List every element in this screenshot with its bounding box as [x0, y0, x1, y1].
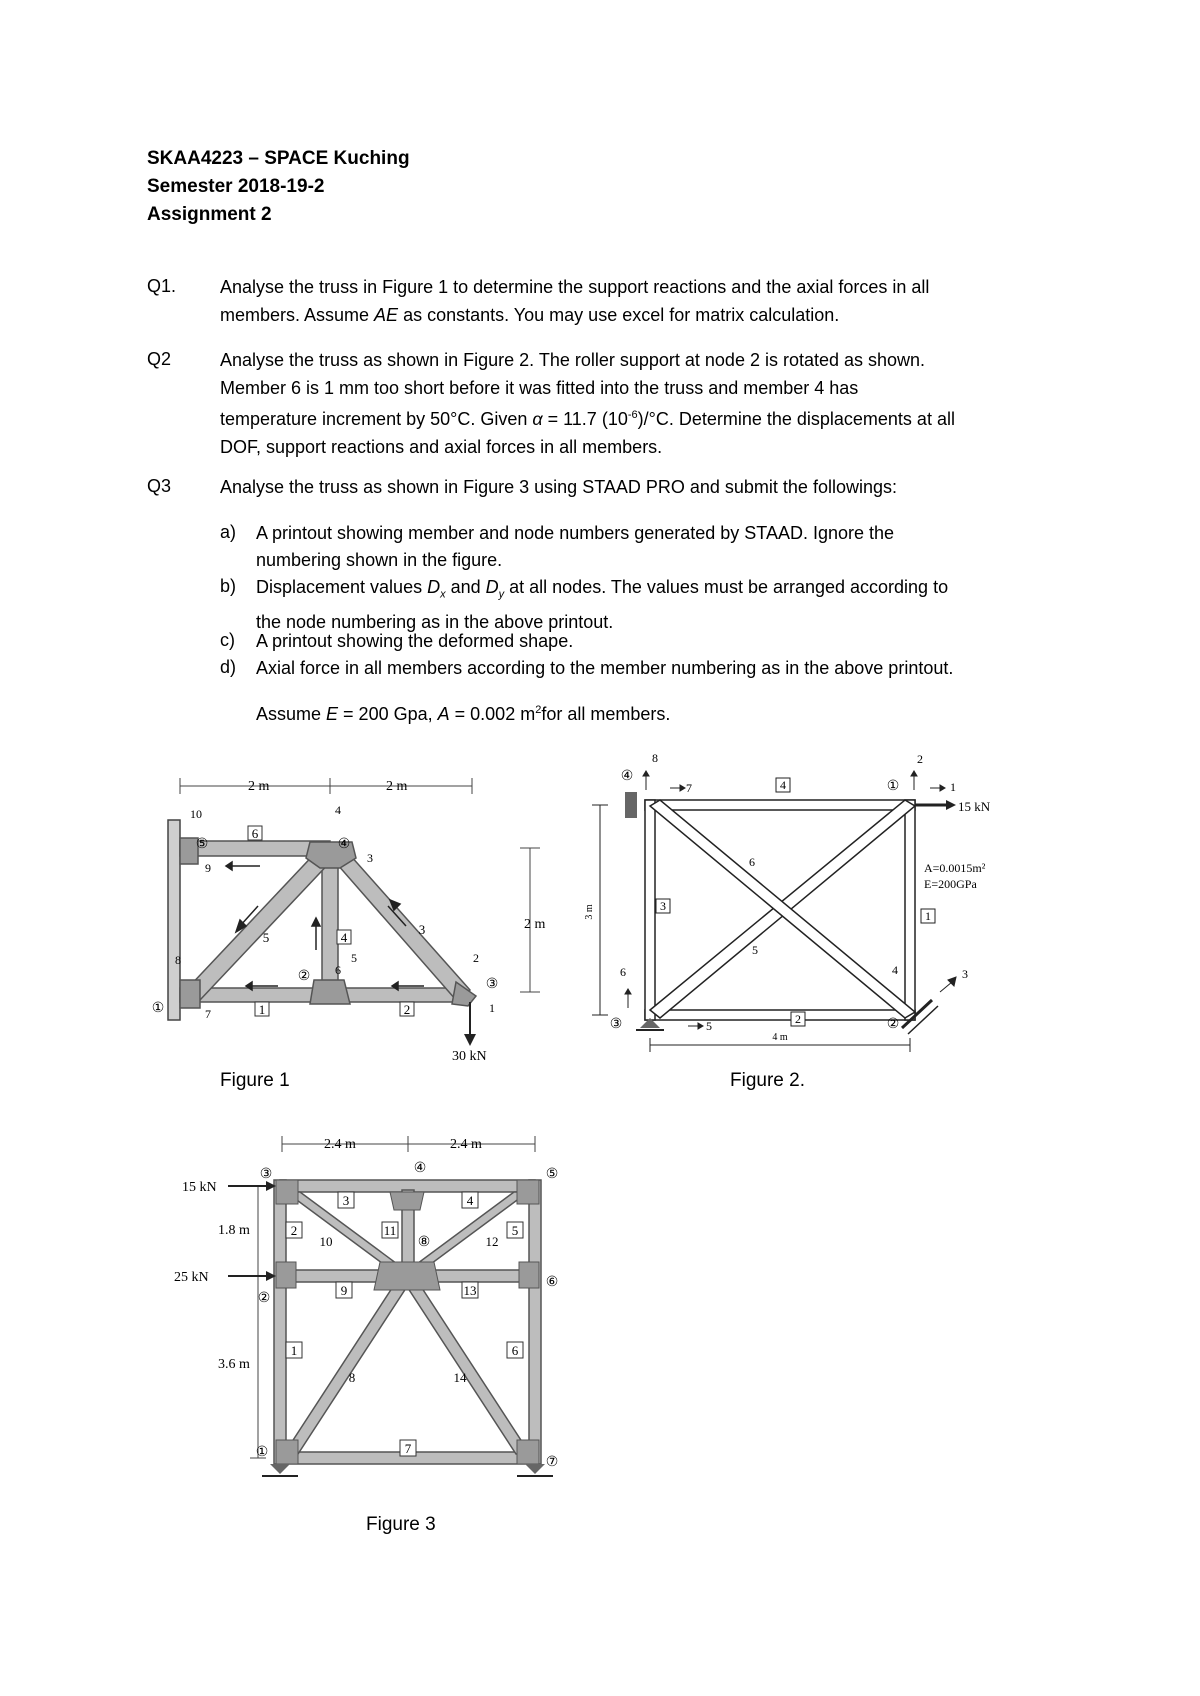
fig2-dof-7: 7 [686, 781, 692, 795]
fig3-member-4: 4 [466, 1193, 474, 1208]
q1-line2: members. Assume AE as constants. You may use excel for matrix calculation. [220, 304, 840, 325]
fig3-member-9: 9 [340, 1283, 348, 1298]
fig2-member-3: 3 [660, 899, 666, 913]
fig3-load-top: 15 kN [182, 1180, 217, 1195]
fig3-member-11: 11 [383, 1223, 397, 1238]
fig3-member-6: 6 [511, 1343, 519, 1358]
figure-3-caption: Figure 3 [366, 1514, 436, 1535]
fig1-node-4: ④ [337, 837, 351, 852]
fig2-dof-8: 8 [652, 751, 658, 765]
q1-line1: Analyse the truss in Figure 1 to determine the support reactions and the axial forces in all [220, 277, 930, 297]
fig3-node-1: ① [255, 1445, 269, 1460]
fig2-member-2: 2 [795, 1012, 801, 1026]
fig2-load: 15 kN [958, 799, 991, 814]
q2-line4: DOF, support reactions and axial forces in all members. [220, 436, 663, 457]
fig1-dof-7: 7 [205, 1007, 211, 1021]
fig1-dof-4: 4 [335, 803, 341, 817]
fig2-dof-1: 1 [950, 780, 956, 794]
fig1-dof-5: 5 [351, 951, 357, 965]
fig3-member-1: 1 [290, 1343, 298, 1358]
fig3-member-13: 13 [463, 1283, 477, 1298]
fig1-node-1: ① [151, 1001, 165, 1016]
fig3-node-5: ⑤ [545, 1167, 559, 1182]
fig2-node-3: ③ [609, 1017, 623, 1032]
fig3-dim-left: 2.4 m [324, 1137, 356, 1152]
fig1-dof-6: 6 [335, 963, 341, 977]
member-8 [284, 1282, 410, 1454]
figure-1-caption: Figure 1 [220, 1070, 290, 1091]
q2-line3: temperature increment by 50°C. Given α = 11.7 $(10^{-6})/^\circ C$. Determine the displacements at all [220, 409, 955, 429]
fig2-member-6: 6 [749, 855, 755, 869]
fig1-node-3: ③ [485, 977, 499, 992]
fig2-width: 4 m [772, 1032, 788, 1043]
q3d-letter: d) [220, 657, 237, 677]
q1-label: Q1. [147, 276, 177, 296]
q3-line1: Analyse the truss as shown in Figure 3 using STAAD PRO and submit the followings: [220, 477, 897, 497]
fig1-member-2: 2 [403, 1002, 411, 1017]
fig3-node-4: ④ [413, 1161, 427, 1176]
fig2-member-5: 5 [752, 943, 758, 957]
fig3-node-3: ③ [259, 1167, 273, 1182]
fig3-member-14: 14 [453, 1370, 467, 1385]
fig2-node-4: ④ [620, 769, 634, 784]
fig1-dim-left: 2 m [248, 779, 270, 794]
fig3-dim-top: 1.8 m [218, 1223, 250, 1238]
fig2-dof-4: 4 [892, 963, 898, 977]
fig3-load-mid: 25 kN [174, 1270, 209, 1285]
fig1-load: 30 kN [452, 1049, 487, 1064]
fig1-dof-9: 9 [205, 861, 211, 875]
fig2-modulus: E=200GPa [924, 877, 977, 891]
fig3-member-2: 2 [290, 1223, 298, 1238]
member-14 [404, 1282, 530, 1454]
fig1-member-5: 5 [262, 930, 270, 945]
assignment-title: Assignment 2 [147, 204, 272, 225]
fig3-member-7: 7 [404, 1441, 412, 1456]
semester-label: Semester 2018-19-2 [147, 176, 325, 197]
fig2-dof-2: 2 [917, 752, 923, 766]
q3-label: Q3 [147, 476, 172, 496]
fig1-node-2: ② [297, 969, 311, 984]
q3a-letter: a) [220, 522, 237, 542]
fig3-node-2: ② [257, 1291, 271, 1306]
q3c-letter: c) [220, 630, 235, 650]
figure-2-caption: Figure 2. [730, 1070, 805, 1091]
fig1-dof-2: 2 [473, 951, 479, 965]
fig1-dim-height: 2 m [524, 917, 546, 932]
course-title: SKAA4223 – SPACE Kuching [147, 148, 410, 169]
fig3-node-8: ⑧ [417, 1235, 431, 1250]
q3a-text: A printout showing member and node numbers generated by STAAD. Ignore the numbering shown in the figure. [256, 523, 895, 570]
fig1-dof-1: 1 [489, 1001, 495, 1015]
q3b-text: Displacement values $D_x$ and $D_y$ at all nodes. The values must be arranged according to the node numbering as in the above printout. [256, 577, 949, 632]
fig1-member-3: 3 [418, 922, 426, 937]
fig3-dim-right: 2.4 m [450, 1137, 482, 1152]
q3b-letter: b) [220, 576, 237, 596]
fig1-node-5: ⑤ [195, 837, 209, 852]
member-5-6 [529, 1180, 541, 1464]
fig3-node-7: ⑦ [545, 1455, 559, 1470]
fig2-height: 3 m [584, 904, 595, 920]
q2-line2: Member 6 is 1 mm too short before it was fitted into the truss and member 4 has [220, 377, 859, 398]
fig1-member-1: 1 [258, 1002, 266, 1017]
fig3-dim-bottom: 3.6 m [218, 1357, 250, 1372]
fig3-member-3: 3 [342, 1193, 350, 1208]
member-1-2 [274, 1180, 286, 1464]
fig2-node-2: ② [886, 1017, 900, 1032]
fig1-dof-8: 8 [175, 953, 181, 967]
q3c-text: A printout showing the deformed shape. [256, 631, 574, 651]
fig2-node-1: ① [886, 779, 900, 794]
fig2-dof-5: 5 [706, 1019, 712, 1033]
q2-label: Q2 [147, 349, 172, 369]
fig3-member-5: 5 [511, 1223, 519, 1238]
q3-assumption: Assume E = 200 Gpa, A = 0.002 $m^2for$ all members. [256, 704, 671, 724]
fig1-dof-10: 10 [190, 807, 202, 821]
fig3-member-12: 12 [485, 1234, 499, 1249]
fig2-member-4: 4 [780, 778, 786, 792]
fig1-dof-3: 3 [367, 851, 373, 865]
q3d-text: Axial force in all members according to the member numbering as in the above printout. [256, 658, 954, 678]
fig1-member-4: 4 [340, 930, 348, 945]
fig2-area: A=0.0015m² [924, 861, 986, 875]
q2-line1: Analyse the truss as shown in Figure 2. The roller support at node 2 is rotated as shown. [220, 350, 926, 370]
fig2-dof-6: 6 [620, 965, 626, 979]
fig2-dof-3: 3 [962, 967, 968, 981]
fig3-member-8: 8 [348, 1370, 356, 1385]
fig1-dim-right: 2 m [386, 779, 408, 794]
fig1-member-6: 6 [251, 826, 259, 841]
fig2-member-1: 1 [925, 909, 931, 923]
fig3-node-6: ⑥ [545, 1275, 559, 1290]
fig3-member-10: 10 [319, 1234, 333, 1249]
